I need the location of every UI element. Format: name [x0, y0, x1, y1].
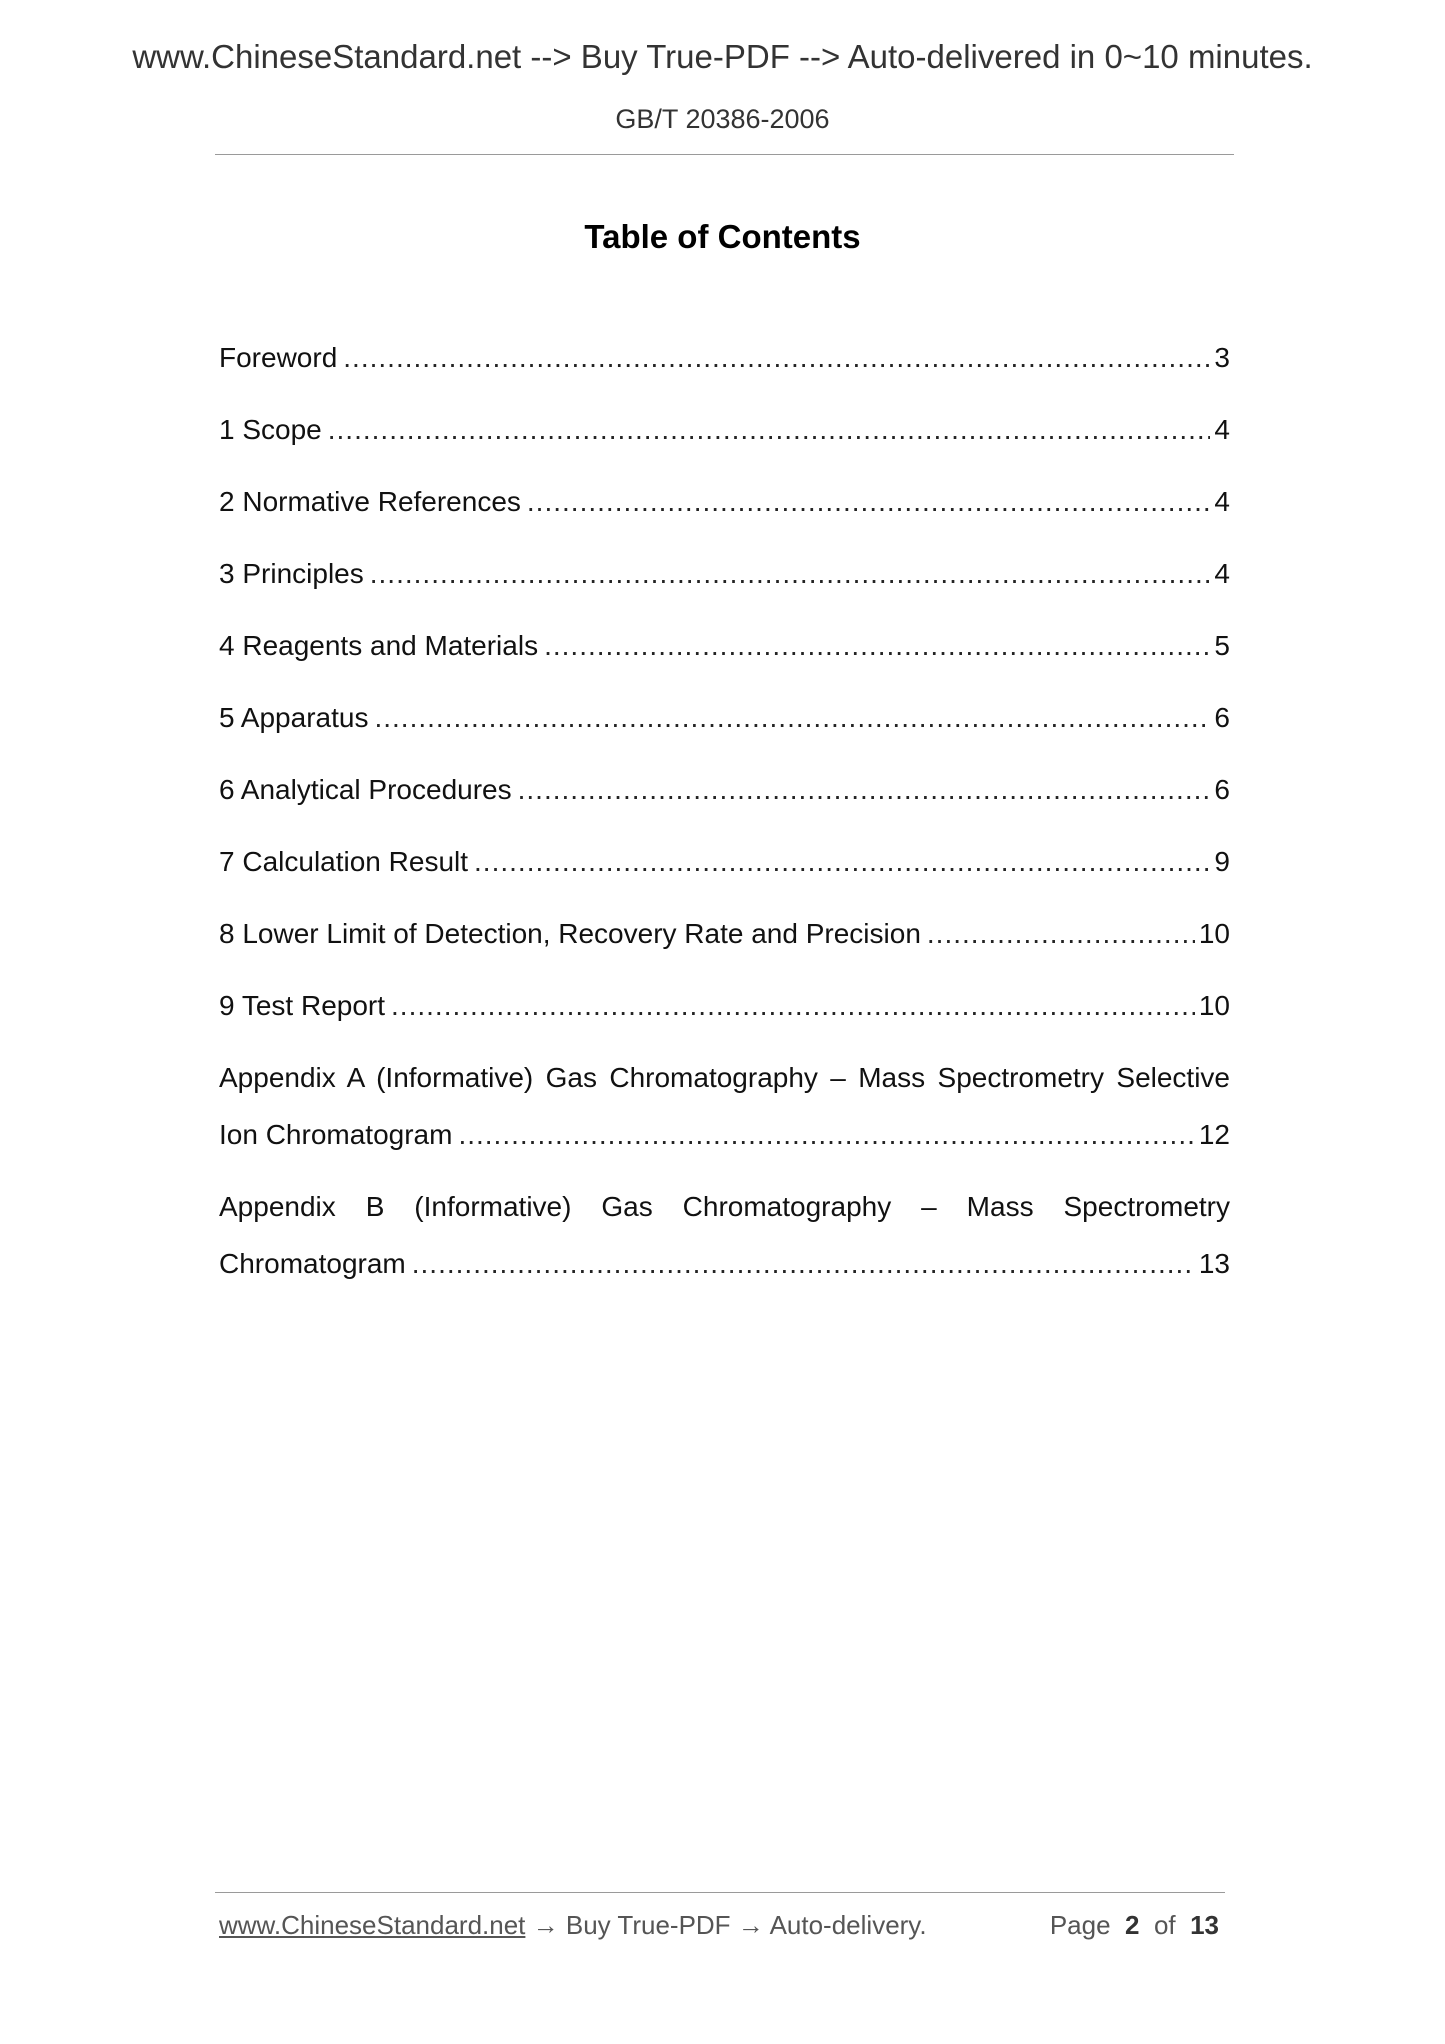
toc-entry-page: 5	[1214, 630, 1230, 661]
toc-leader-dots	[412, 1246, 1195, 1281]
toc-entry-label: Foreword	[219, 342, 338, 373]
footer-page-label: Page	[1049, 1910, 1111, 1940]
toc-entry-page: 4	[1214, 414, 1230, 445]
toc-leader-dots	[518, 772, 1211, 807]
toc-entry-label: Appendix B (Informative) Gas Chromatography – Mass Spectrometry	[219, 1191, 1230, 1222]
toc-entry-label: 6 Analytical Procedures	[219, 774, 512, 805]
toc-entry-page: 10	[1198, 990, 1230, 1021]
toc-leader-dots	[343, 340, 1210, 375]
toc-entry-label: 9 Test Report	[219, 990, 386, 1021]
footer-total-pages: 13	[1190, 1910, 1219, 1940]
toc-entry-analytical-procedures[interactable]	[219, 772, 1230, 807]
toc-entry-label: 1 Scope	[219, 414, 322, 445]
toc-leader-dots	[927, 916, 1195, 951]
toc-leader-dots	[544, 628, 1210, 663]
toc-entry-label: Appendix A (Informative) Gas Chromatography – Mass Spectrometry Selective	[219, 1062, 1230, 1093]
toc-entry-label: 3 Principles	[219, 558, 364, 589]
document-code: GB/T 20386-2006	[615, 104, 830, 134]
toc-entry-label-continued: Ion Chromatogram	[219, 1119, 453, 1150]
toc-entry-page: 4	[1214, 558, 1230, 589]
toc-entry-page: 12	[1198, 1119, 1230, 1150]
footer-promo	[219, 1910, 927, 1941]
top-banner: www.ChineseStandard.net --> Buy True-PDF --> Auto-delivered in 0~10 minutes.	[132, 38, 1313, 75]
toc-entry-page: 6	[1214, 774, 1230, 805]
toc-leader-dots	[370, 556, 1211, 591]
toc-entry-page: 6	[1214, 702, 1230, 733]
toc-entry-appendix-a[interactable]	[219, 1060, 1230, 1152]
footer-of-label: of	[1153, 1910, 1176, 1940]
toc-title: Table of Contents	[584, 218, 861, 255]
toc-entry-page: 9	[1214, 846, 1230, 877]
toc-entry-principles[interactable]	[219, 556, 1230, 591]
toc-entry-calculation-result[interactable]	[219, 844, 1230, 879]
toc-leader-dots	[527, 484, 1211, 519]
footer-divider	[215, 1892, 1225, 1893]
toc-entry-apparatus[interactable]	[219, 700, 1230, 735]
toc-entry-label-continued: Chromatogram	[219, 1248, 406, 1279]
toc-entry-page: 13	[1198, 1248, 1230, 1279]
footer-site-link[interactable]: www.ChineseStandard.net	[219, 1910, 526, 1940]
toc-entry-page: 3	[1214, 342, 1230, 373]
toc-leader-dots	[374, 700, 1210, 735]
footer-tagline: → Buy True-PDF → Auto-delivery.	[525, 1910, 927, 1940]
toc-entry-label: 8 Lower Limit of Detection, Recovery Rate and Precision	[219, 918, 921, 949]
toc-entry-label: 4 Reagents and Materials	[219, 630, 539, 661]
toc-entry-appendix-b[interactable]	[219, 1189, 1230, 1281]
toc-entry-scope[interactable]	[219, 412, 1230, 447]
toc-entry-reagents-and-materials[interactable]	[219, 628, 1230, 663]
toc-entry-foreword[interactable]	[219, 340, 1230, 375]
toc-leader-dots	[391, 988, 1195, 1023]
toc-entry-label: 5 Apparatus	[219, 702, 369, 733]
header-divider	[215, 154, 1234, 155]
table-of-contents	[219, 340, 1230, 1318]
toc-leader-dots	[328, 412, 1211, 447]
footer-page-number: 2	[1125, 1910, 1140, 1940]
toc-entry-page: 10	[1198, 918, 1230, 949]
toc-entry-test-report[interactable]	[219, 988, 1230, 1023]
toc-leader-dots	[474, 844, 1210, 879]
toc-entry-page: 4	[1214, 486, 1230, 517]
footer-page-indicator	[1050, 1910, 1219, 1941]
toc-entry-label: 7 Calculation Result	[219, 846, 469, 877]
toc-entry-label: 2 Normative References	[219, 486, 521, 517]
toc-leader-dots	[458, 1117, 1194, 1152]
toc-entry-normative-references[interactable]	[219, 484, 1230, 519]
toc-entry-lower-limit-of-detection[interactable]	[219, 916, 1230, 951]
